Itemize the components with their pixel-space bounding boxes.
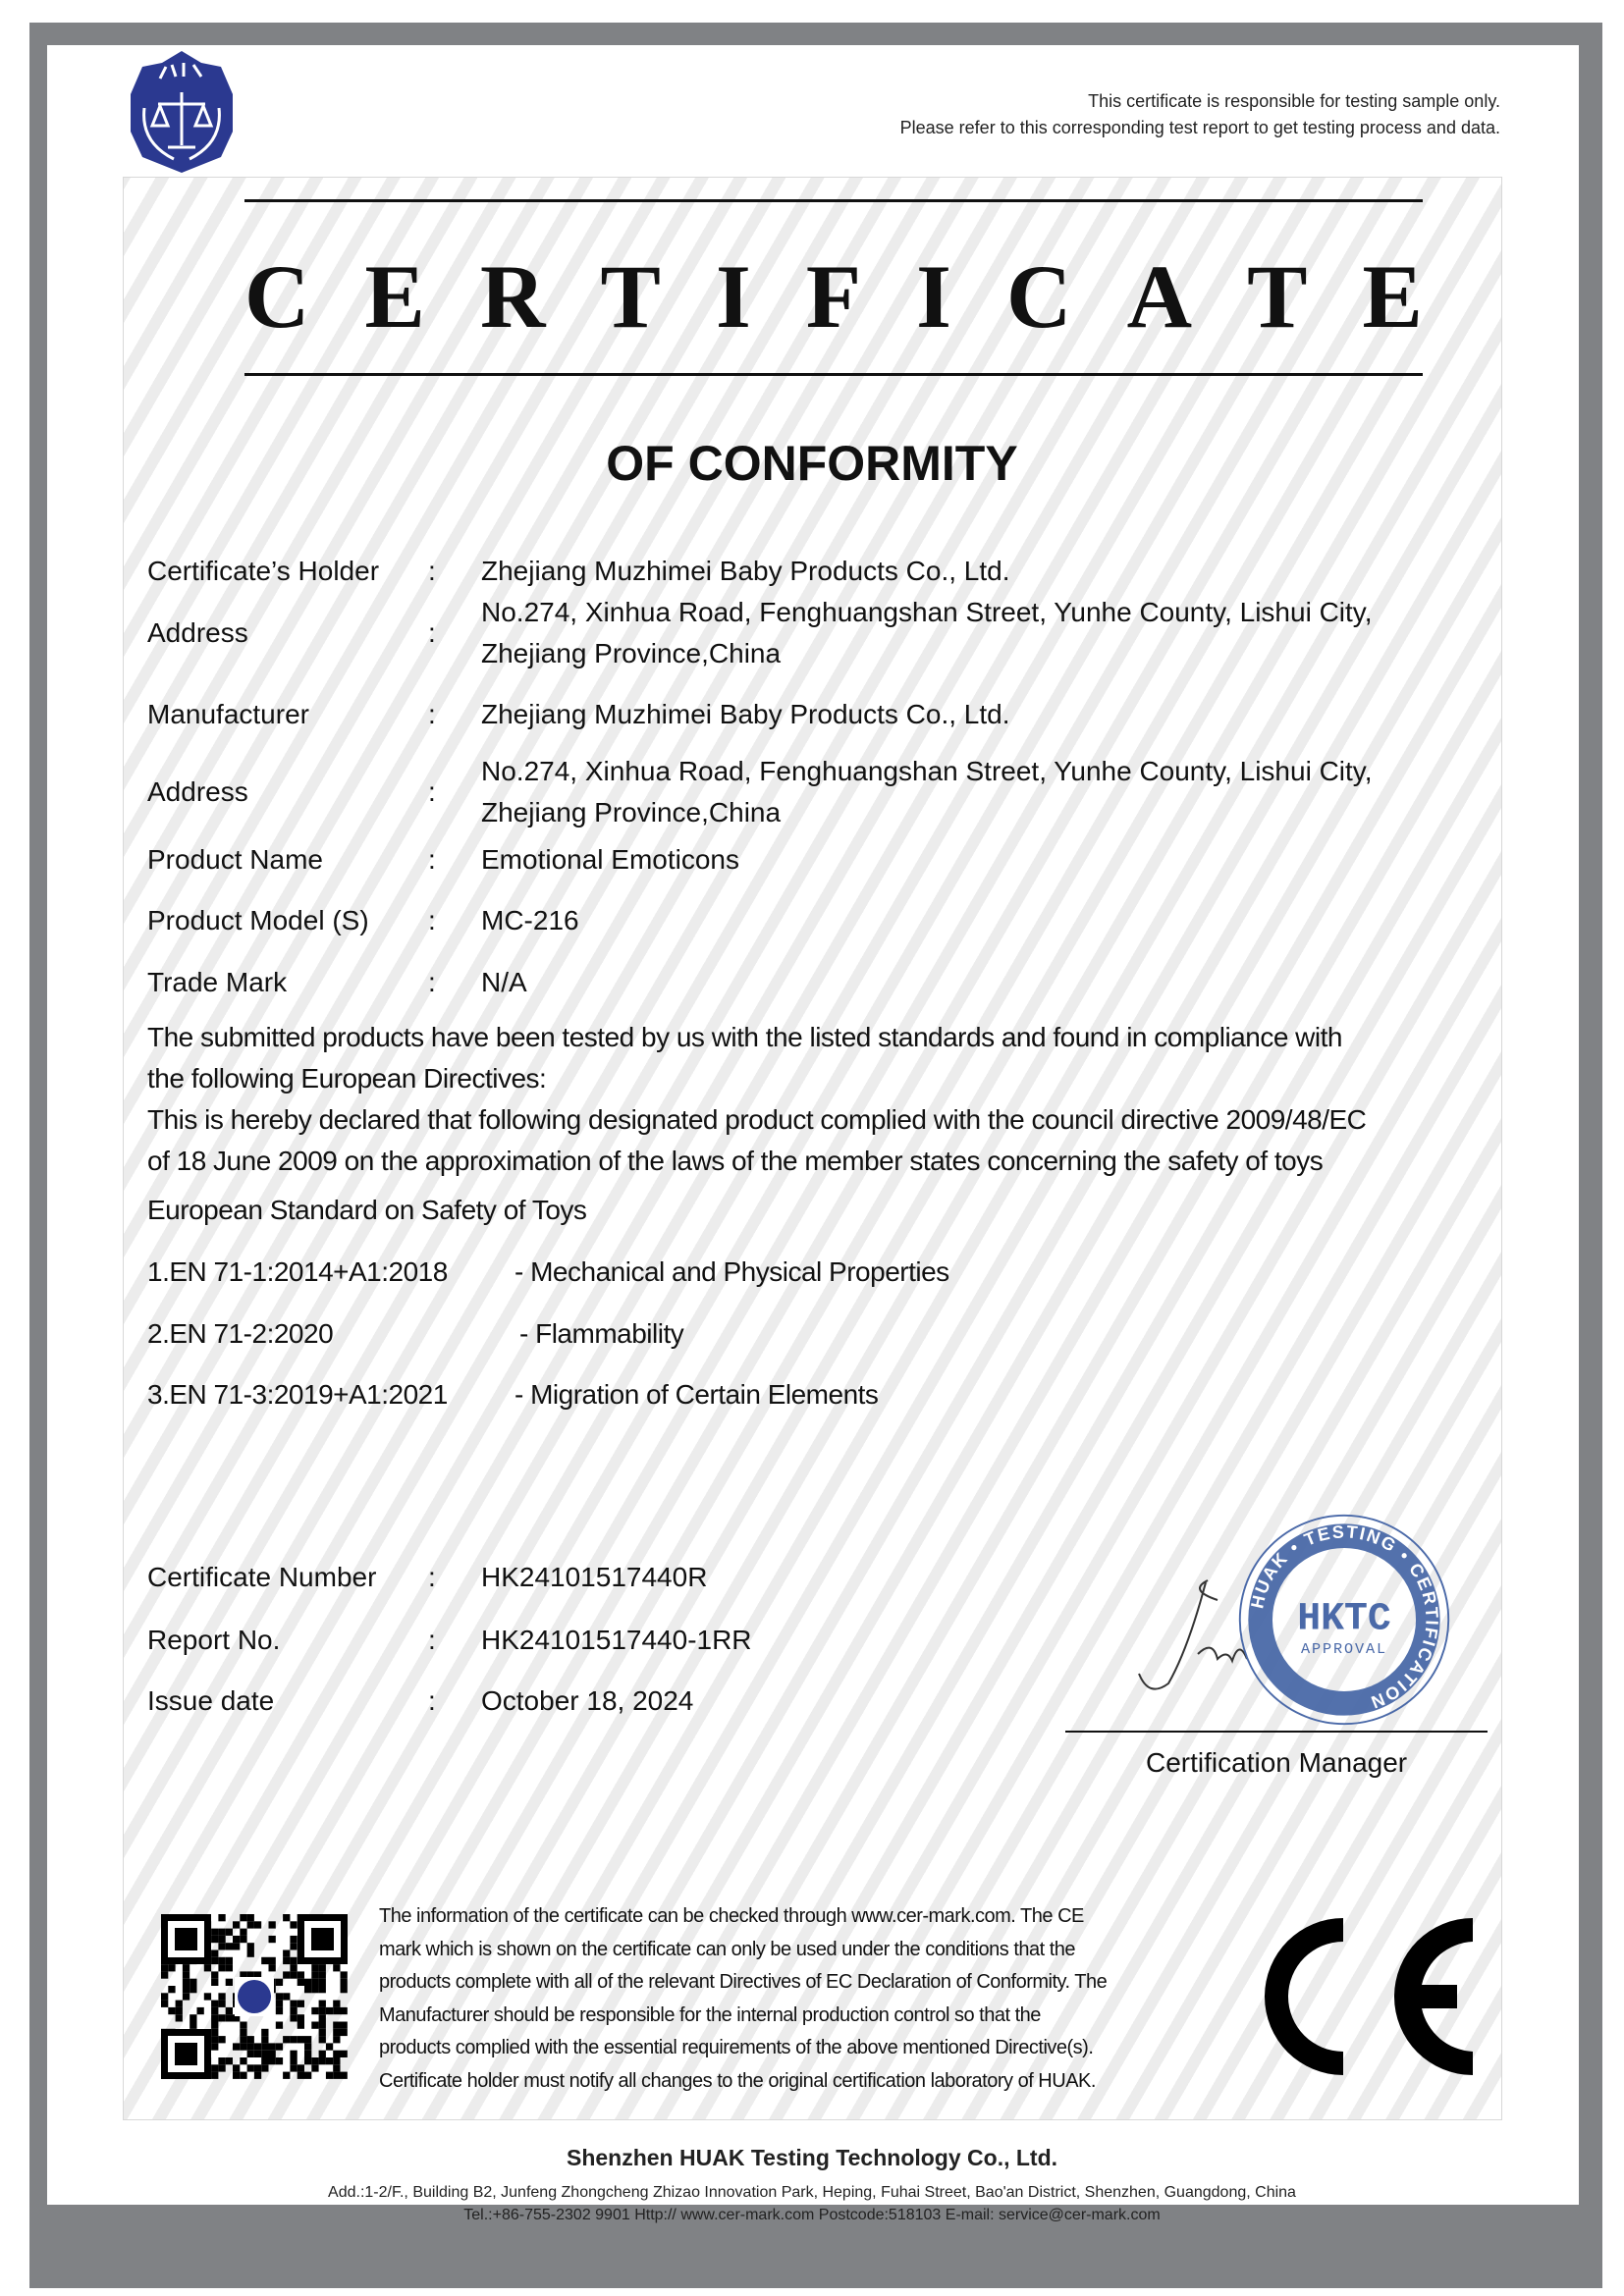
svg-text:HUAK • TESTING • CERTIFICATION: HUAK • TESTING • CERTIFICATION [1247, 1522, 1442, 1713]
approval-stamp [1230, 1512, 1458, 1728]
notice-line: This certificate is responsible for testing sample only. [1088, 91, 1500, 111]
standards-heading: European Standard on Safety of Toys [147, 1195, 587, 1225]
title-letter: T [600, 246, 661, 347]
statement-line: This is hereby declared that following designated product complied with the council directive 2009/48/EC [147, 1104, 1367, 1135]
huak-logo [123, 49, 241, 175]
field-colon: : [428, 617, 436, 648]
field-value: No.274, Xinhua Road, Fenghuangshan Street, Yunhe County, Lishui City, [481, 756, 1373, 786]
disclaimer-line: mark which is shown on the certificate can only be used under the conditions that the [379, 1938, 1076, 1960]
disclaimer-line: The information of the certificate can be checked through www.cer-mark.com. The CE [379, 1905, 1084, 1927]
field-label: Product Model (S) [147, 905, 369, 935]
field-colon: : [428, 967, 436, 997]
disclaimer-text [379, 1900, 1243, 2098]
title-letter: F [805, 246, 862, 347]
field-label: Certificate’s Holder [147, 556, 380, 586]
footer-contact: Tel.:+86-755-2302 9901 Http:// www.cer-mark.com Postcode:518103 E-mail: service@cer-mark.com [463, 2207, 1161, 2223]
notice-line: Please refer to this corresponding test report to get testing process and data. [899, 118, 1500, 137]
title-letter: C [1006, 246, 1072, 347]
info-value: October 18, 2024 [481, 1685, 694, 1716]
standard-description: - Flammability [519, 1318, 684, 1349]
field-colon: : [428, 699, 436, 729]
field-value: Zhejiang Muzhimei Baby Products Co., Ltd. [481, 699, 1010, 729]
standard-code: 1.EN 71-1:2014+A1:2018 [147, 1256, 448, 1287]
title-letter: C [244, 246, 310, 347]
title-letter: R [479, 246, 546, 347]
field-colon: : [428, 556, 436, 586]
field-colon: : [428, 905, 436, 935]
title-letter: E [364, 246, 425, 347]
statement-line: of 18 June 2009 on the approximation of the laws of the member states concerning the safety of toys [147, 1146, 1324, 1176]
ce-mark-icon [1249, 1914, 1477, 2079]
statement-line: the following European Directives: [147, 1063, 547, 1094]
field-label: Address [147, 617, 248, 648]
field-label: Manufacturer [147, 699, 309, 729]
title-letter: A [1126, 246, 1193, 347]
disclaimer-line: products complete with all of the relevant Directives of EC Declaration of Conformity. The [379, 1971, 1108, 1993]
field-colon: : [428, 844, 436, 875]
standard-description: - Migration of Certain Elements [514, 1379, 879, 1410]
field-label: Address [147, 776, 248, 807]
certificate-subtitle: OF CONFORMITY [606, 436, 1018, 491]
signature-line [1065, 1731, 1488, 1733]
standard-code: 2.EN 71-2:2020 [147, 1318, 334, 1349]
svg-text:APPROVAL: APPROVAL [1301, 1640, 1387, 1659]
title-letter: I [715, 246, 751, 347]
field-value: MC-216 [481, 905, 579, 935]
field-label: Product Name [147, 844, 323, 875]
footer-address: Add.:1-2/F., Building B2, Junfeng Zhongcheng Zhizao Innovation Park, Heping, Fuhai Street, Bao'an District, Shenzhen, Guangdong, China [328, 2184, 1296, 2201]
info-label: Report No. [147, 1625, 281, 1655]
disclaimer-line: Certificate holder must notify all changes to the original certification laboratory of HUAK. [379, 2069, 1096, 2092]
title-rule-bottom [244, 373, 1423, 376]
field-value: Emotional Emoticons [481, 844, 740, 875]
field-colon: : [428, 776, 436, 807]
field-value: No.274, Xinhua Road, Fenghuangshan Street, Yunhe County, Lishui City, [481, 597, 1373, 627]
title-rule-top [244, 199, 1423, 202]
qr-code[interactable] [161, 1914, 348, 2079]
info-value: HK24101517440R [481, 1562, 708, 1592]
info-colon: : [428, 1685, 436, 1716]
standard-code: 3.EN 71-3:2019+A1:2021 [147, 1379, 448, 1410]
statement-line: The submitted products have been tested by us with the listed standards and found in compliance with [147, 1022, 1342, 1052]
field-value: Zhejiang Province,China [481, 638, 782, 668]
title-letter: E [1362, 246, 1423, 347]
field-value: Zhejiang Province,China [481, 797, 782, 828]
standard-description: - Mechanical and Physical Properties [514, 1256, 949, 1287]
info-value: HK24101517440-1RR [481, 1625, 752, 1655]
title-letter: I [916, 246, 951, 347]
field-value: N/A [481, 967, 527, 997]
info-colon: : [428, 1625, 436, 1655]
field-value: Zhejiang Muzhimei Baby Products Co., Ltd. [481, 556, 1010, 586]
svg-text:HKTC: HKTC [1297, 1596, 1391, 1641]
info-label: Certificate Number [147, 1562, 377, 1592]
field-label: Trade Mark [147, 967, 288, 997]
info-label: Issue date [147, 1685, 275, 1716]
title-letter: T [1247, 246, 1308, 347]
info-colon: : [428, 1562, 436, 1592]
disclaimer-line: products complied with the essential requirements of the above mentioned Directive(s). [379, 2037, 1094, 2058]
disclaimer-line: Manufacturer should be responsible for the internal production control so that the [379, 2003, 1041, 2026]
footer-company: Shenzhen HUAK Testing Technology Co., Ltd. [566, 2145, 1058, 2170]
signatory-role: Certification Manager [1146, 1747, 1408, 1778]
certificate-title [244, 245, 1423, 347]
